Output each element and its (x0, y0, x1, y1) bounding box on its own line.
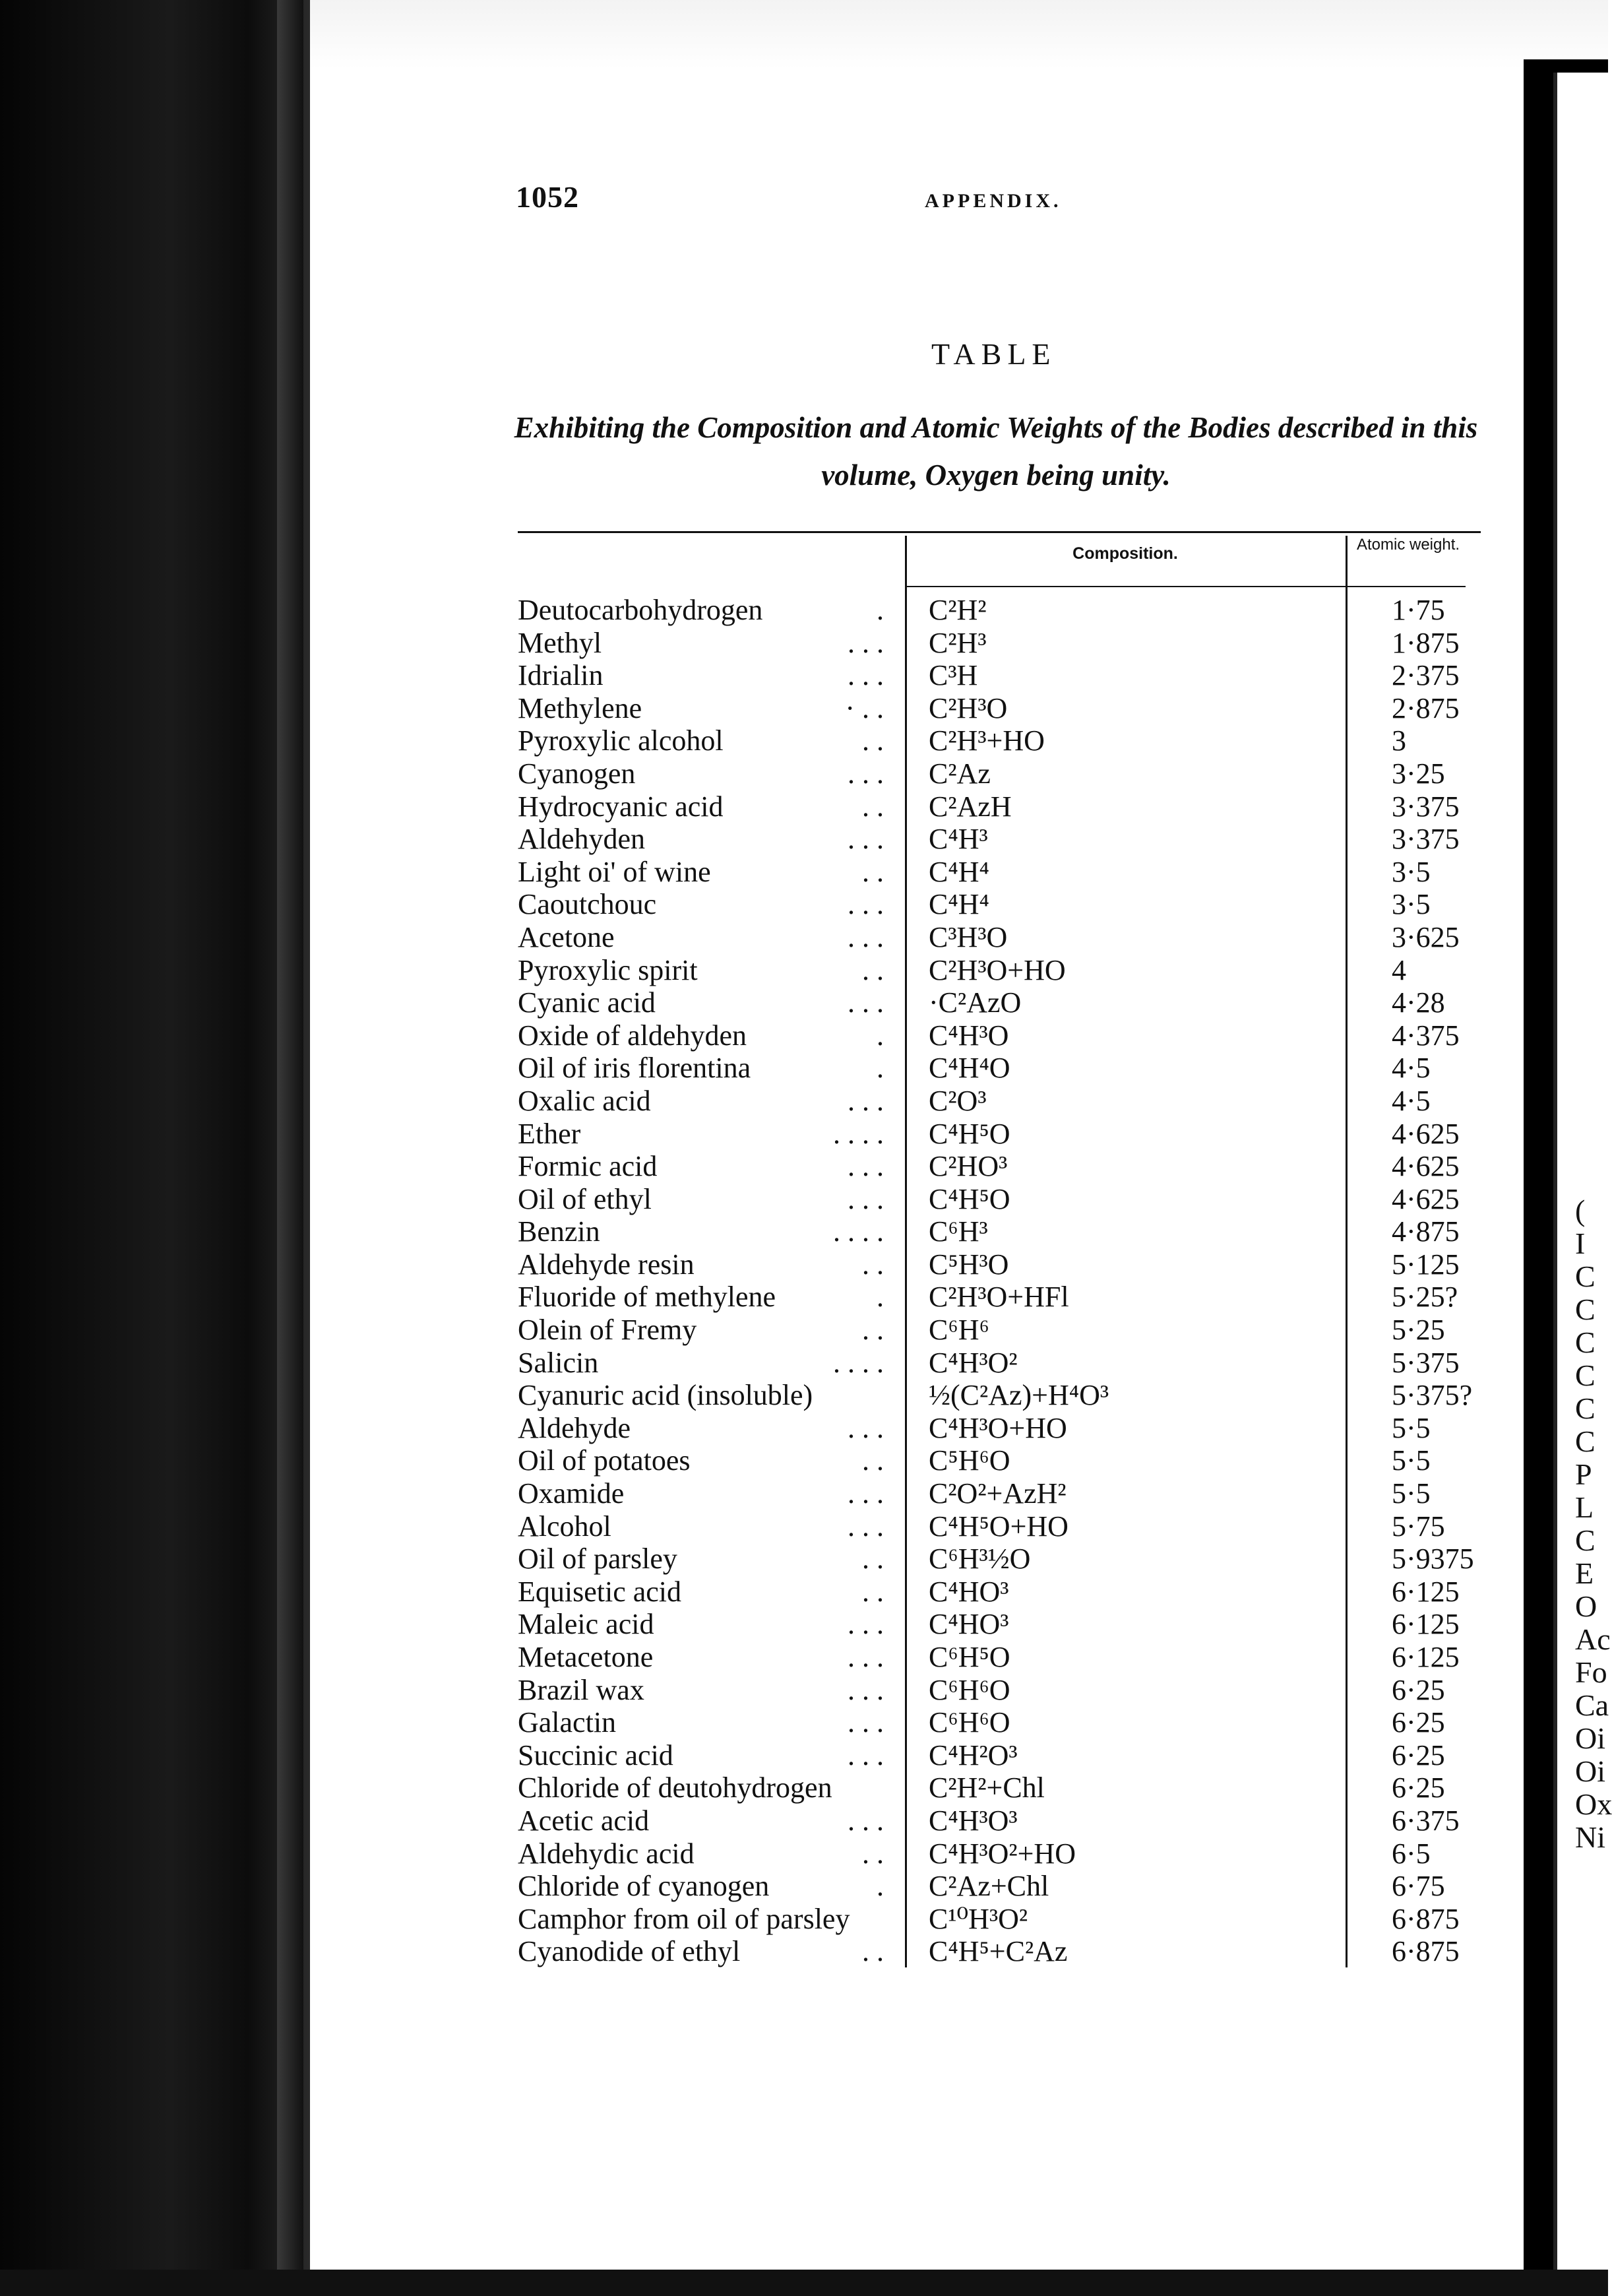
composition-formula: C⁶H⁶O (929, 1706, 1010, 1739)
composition-formula: C⁴H³O²+HO (929, 1837, 1076, 1870)
atomic-weight-value: 3·375 (1392, 823, 1460, 856)
leader-dots: . . (862, 1837, 884, 1870)
substance-name: Cyanogen (518, 757, 636, 790)
substance-name: Benzin (518, 1215, 600, 1248)
leader-dots: . (877, 1281, 884, 1314)
composition-formula: C²O³ (929, 1084, 987, 1117)
table-row (518, 1412, 1481, 1445)
header-underline (905, 586, 1466, 587)
substance-name: Oil of ethyl (518, 1182, 652, 1215)
table-row (518, 986, 1481, 1019)
leader-dots: . (877, 1052, 884, 1085)
next-page-edge (1553, 73, 1612, 2270)
edge-fragment: C (1575, 1391, 1596, 1425)
leader-dots: . . . (848, 1804, 884, 1837)
atomic-weight-value: 5·25 (1392, 1314, 1445, 1347)
table-row (518, 1576, 1481, 1609)
substance-name: Olein of Fremy (518, 1314, 697, 1347)
column-header-composition: Composition. (1072, 544, 1178, 563)
composition-formula: C⁴H⁴O (929, 1052, 1010, 1085)
edge-fragment: C (1575, 1325, 1596, 1359)
composition-formula: C²H³O (929, 691, 1008, 724)
table-row (518, 1347, 1481, 1380)
table-row (518, 856, 1481, 889)
leader-dots: . . . (848, 659, 884, 692)
composition-formula: C⁴H³O+HO (929, 1411, 1067, 1444)
table-row (518, 1543, 1481, 1576)
composition-formula: ·C²AzO (929, 986, 1022, 1019)
composition-formula: C⁴HO³ (929, 1608, 1009, 1641)
leader-dots: . . . (848, 1641, 884, 1673)
edge-fragment: C (1575, 1260, 1596, 1293)
table-row (518, 1379, 1481, 1412)
atomic-weight-value: 4 (1392, 953, 1406, 986)
composition-formula: C⁴H⁴ (929, 855, 989, 888)
composition-formula: C⁴H³O² (929, 1346, 1018, 1379)
substance-name: Succinic acid (518, 1738, 673, 1771)
substance-name: Equisetic acid (518, 1575, 682, 1608)
composition-formula: C⁶H⁶ (929, 1314, 989, 1347)
atomic-weight-value: 5·375 (1392, 1346, 1460, 1379)
edge-fragment: I (1575, 1227, 1586, 1260)
atomic-weight-value: 6·125 (1392, 1641, 1460, 1673)
atomic-weight-value: 5·75 (1392, 1510, 1445, 1543)
atomic-weight-value: 4·875 (1392, 1215, 1460, 1248)
edge-fragment: P (1575, 1457, 1592, 1491)
table-row (518, 1510, 1481, 1543)
table-row (518, 757, 1481, 790)
substance-name: Chloride of cyanogen (518, 1870, 770, 1903)
substance-name: Galactin (518, 1706, 617, 1739)
leader-dots: . . . (848, 1673, 884, 1706)
atomic-weight-value: 6·375 (1392, 1804, 1460, 1837)
leader-dots: . . . . (833, 1117, 884, 1150)
edge-fragment: C (1575, 1523, 1596, 1557)
composition-formula: C¹⁰H³O² (929, 1902, 1028, 1935)
substance-name: Acetone (518, 920, 615, 953)
leader-dots: . . . (848, 920, 884, 953)
table-top-rule (518, 531, 1481, 533)
atomic-weight-value: 6·125 (1392, 1575, 1460, 1608)
table-row (518, 1118, 1481, 1151)
leader-dots: . . . (848, 1738, 884, 1771)
edge-fragment: Ac (1575, 1622, 1611, 1656)
leader-dots: . . . (848, 626, 884, 659)
atomic-weight-value: 3·375 (1392, 790, 1460, 823)
substance-name: Acetic acid (518, 1804, 650, 1837)
composition-formula: C⁴H⁵O (929, 1182, 1010, 1215)
table-row (518, 790, 1481, 823)
edge-fragment: Ox (1575, 1787, 1612, 1821)
substance-name: Caoutchouc (518, 888, 657, 921)
table-row (518, 1019, 1481, 1052)
substance-name: Cyanic acid (518, 986, 656, 1019)
leader-dots: . . . (848, 1510, 884, 1543)
composition-formula: C⁴HO³ (929, 1575, 1009, 1608)
substance-name: Ether (518, 1117, 581, 1150)
composition-formula: C⁴H⁴ (929, 888, 989, 921)
atomic-weight-value: 6·25 (1392, 1706, 1445, 1739)
table-row (518, 1771, 1481, 1804)
substance-name: Pyroxylic alcohol (518, 724, 724, 757)
composition-formula: C⁵H³O (929, 1248, 1009, 1281)
book-spine-shadow (0, 0, 310, 2296)
edge-fragment: Ca (1575, 1688, 1609, 1722)
table-row (518, 1085, 1481, 1118)
atomic-weight-value: 5·5 (1392, 1411, 1431, 1444)
composition-formula: C²AzH (929, 790, 1012, 823)
composition-formula: C³H (929, 659, 978, 692)
leader-dots: . . (862, 1248, 884, 1281)
leader-dots: . . (862, 724, 884, 757)
edge-fragment: C (1575, 1358, 1596, 1392)
substance-name: Deutocarbohydrogen (518, 594, 763, 626)
table-row (518, 1706, 1481, 1739)
edge-fragment: C (1575, 1292, 1596, 1326)
substance-name: Fluoride of methylene (518, 1281, 776, 1314)
atomic-weight-value: 5·5 (1392, 1477, 1431, 1510)
composition-formula: C²H² (929, 594, 987, 626)
table-row (518, 1674, 1481, 1707)
leader-dots: . (877, 1019, 884, 1052)
atomic-weight-value: 4·625 (1392, 1117, 1460, 1150)
table-row (518, 1935, 1481, 1968)
atomic-weight-value: 2·375 (1392, 659, 1460, 692)
atomic-weight-value: 6·875 (1392, 1902, 1460, 1935)
atomic-weight-value: 6·25 (1392, 1738, 1445, 1771)
substance-name: Hydrocyanic acid (518, 790, 724, 823)
edge-fragment: Fo (1575, 1655, 1607, 1689)
substance-name: Maleic acid (518, 1608, 654, 1641)
composition-formula: C⁶H³½O (929, 1543, 1031, 1576)
leader-dots: . . . (848, 1411, 884, 1444)
composition-formula: C⁶H⁵O (929, 1641, 1010, 1673)
substance-name: Oil of potatoes (518, 1444, 691, 1477)
atomic-weight-value: 6·25 (1392, 1673, 1445, 1706)
composition-formula: C²Az+Chl (929, 1870, 1049, 1903)
leader-dots: . . (862, 1935, 884, 1968)
substance-name: Oxamide (518, 1477, 625, 1510)
table-title: TABLE (931, 337, 1057, 371)
atomic-weight-value: 3·625 (1392, 920, 1460, 953)
table-row (518, 1183, 1481, 1216)
leader-dots: . (877, 1870, 884, 1903)
atomic-weight-value: 5·25? (1392, 1281, 1458, 1314)
leader-dots: . . . (848, 1150, 884, 1183)
leader-dots: . . (862, 1543, 884, 1576)
substance-name: Cyanuric acid (insoluble) (518, 1379, 813, 1412)
table-row (518, 1903, 1481, 1936)
atomic-weight-value: 6·25 (1392, 1771, 1445, 1804)
table-row (518, 1641, 1481, 1674)
substance-name: Pyroxylic spirit (518, 953, 698, 986)
atomic-weight-value: 4·625 (1392, 1150, 1460, 1183)
atomic-weight-value: 5·9375 (1392, 1543, 1474, 1576)
table-row (518, 724, 1481, 757)
atomic-weight-value: 5·125 (1392, 1248, 1460, 1281)
edge-fragment: Oi (1575, 1721, 1605, 1755)
composition-formula: C⁴H²O³ (929, 1738, 1018, 1771)
composition-formula: ½(C²Az)+H⁴O³ (929, 1379, 1109, 1412)
substance-name: Oil of parsley (518, 1543, 677, 1576)
table-row (518, 1150, 1481, 1183)
atomic-weight-value: 4·28 (1392, 986, 1445, 1019)
edge-fragment: ( (1575, 1194, 1586, 1227)
composition-formula: C⁴H³O (929, 1019, 1009, 1052)
composition-formula: C⁴H⁵+C²Az (929, 1935, 1068, 1968)
table-row (518, 1739, 1481, 1772)
table-row (518, 1608, 1481, 1641)
atomic-weight-value: 6·75 (1392, 1870, 1445, 1903)
leader-dots: . . . (848, 1084, 884, 1117)
composition-formula: C²Az (929, 757, 991, 790)
leader-dots: . . . . (833, 1346, 884, 1379)
substance-name: Camphor from oil of parsley (518, 1902, 850, 1935)
edge-fragment: L (1575, 1490, 1594, 1524)
substance-name: Methyl (518, 626, 602, 659)
leader-dots: · . . (845, 691, 884, 724)
composition-formula: C⁵H⁶O (929, 1444, 1010, 1477)
leader-dots: . . (862, 855, 884, 888)
composition-formula: C⁴H³O³ (929, 1804, 1018, 1837)
leader-dots: . . . (848, 888, 884, 921)
composition-formula: C⁶H³ (929, 1215, 988, 1248)
substance-name: Idrialin (518, 659, 604, 692)
composition-formula: C⁴H³ (929, 823, 988, 856)
leader-dots: . . . (848, 823, 884, 856)
substance-name: Metacetone (518, 1641, 654, 1673)
running-head: APPENDIX. (925, 190, 1062, 212)
table-row (518, 1281, 1481, 1314)
composition-formula: C²O²+AzH² (929, 1477, 1067, 1510)
edge-fragment: C (1575, 1424, 1596, 1458)
substance-name: Oxide of aldehyden (518, 1019, 747, 1052)
leader-dots: . . . (848, 1706, 884, 1739)
table-row (518, 1804, 1481, 1837)
leader-dots: . . . (848, 1477, 884, 1510)
substance-name: Cyanodide of ethyl (518, 1935, 741, 1968)
edge-fragment: Ni (1575, 1820, 1605, 1854)
table-row (518, 594, 1481, 627)
table-row (518, 1870, 1481, 1903)
table-row (518, 1052, 1481, 1085)
atomic-weight-value: 3·25 (1392, 757, 1445, 790)
leader-dots: . . (862, 1314, 884, 1347)
leader-dots: . . (862, 1575, 884, 1608)
composition-formula: C²H³ (929, 626, 987, 659)
substance-name: Aldehyde (518, 1411, 631, 1444)
table-row (518, 1444, 1481, 1477)
substance-name: Aldehyden (518, 823, 646, 856)
book-gutter (277, 0, 303, 2296)
column-header-atomic-weight: Atomic weight. (1356, 536, 1460, 554)
substance-name: Salicin (518, 1346, 599, 1379)
table-row (518, 823, 1481, 856)
scan-bottom-edge (0, 2270, 1608, 2296)
composition-formula: C²H³O+HO (929, 953, 1066, 986)
composition-formula: C³H³O (929, 920, 1008, 953)
atomic-weight-value: 4·375 (1392, 1019, 1460, 1052)
substance-name: Brazil wax (518, 1673, 644, 1706)
substance-name: Alcohol (518, 1510, 611, 1543)
table-row (518, 1215, 1481, 1248)
page-number: 1052 (516, 180, 579, 214)
atomic-weight-value: 6·125 (1392, 1608, 1460, 1641)
leader-dots: . . . (848, 1182, 884, 1215)
edge-fragment: O (1575, 1589, 1597, 1623)
edge-fragment: Oi (1575, 1754, 1605, 1788)
atomic-weight-value: 4·5 (1392, 1052, 1431, 1085)
table-row (518, 1837, 1481, 1870)
table-row (518, 1248, 1481, 1281)
composition-formula: C²H³O+HFl (929, 1281, 1069, 1314)
table-row (518, 888, 1481, 921)
atomic-weight-value: 3·5 (1392, 888, 1431, 921)
composition-formula: C²HO³ (929, 1150, 1008, 1183)
atomic-weight-value: 5·5 (1392, 1444, 1431, 1477)
atomic-weight-value: 6·875 (1392, 1935, 1460, 1968)
substance-name: Chloride of deutohydrogen (518, 1771, 832, 1804)
composition-formula: C⁶H⁶O (929, 1673, 1010, 1706)
edge-fragment: E (1575, 1556, 1594, 1590)
composition-formula: C²H³+HO (929, 724, 1045, 757)
leader-dots: . . (862, 790, 884, 823)
composition-formula: C⁴H⁵O (929, 1117, 1010, 1150)
substance-name: Methylene (518, 691, 642, 724)
atomic-weight-value: 3 (1392, 724, 1406, 757)
table-body (518, 594, 1481, 1968)
leader-dots: . . (862, 953, 884, 986)
composition-formula: C⁴H⁵O+HO (929, 1510, 1069, 1543)
leader-dots: . . . (848, 986, 884, 1019)
substance-name: Oil of iris florentina (518, 1052, 751, 1085)
substance-name: Formic acid (518, 1150, 658, 1183)
table-row (518, 1477, 1481, 1510)
atomic-weight-value: 1·75 (1392, 594, 1445, 626)
substance-name: Aldehyde resin (518, 1248, 695, 1281)
atomic-weight-value: 4·5 (1392, 1084, 1431, 1117)
atomic-weight-value: 3·5 (1392, 855, 1431, 888)
table-row (518, 1314, 1481, 1347)
leader-dots: . . . (848, 1608, 884, 1641)
leader-dots: . . (862, 1444, 884, 1477)
table-row (518, 659, 1481, 692)
table-caption: Exhibiting the Composition and Atomic Weights of the Bodies described in this volume, Oxygen being unity. (514, 411, 1478, 492)
atomic-weight-value: 1·875 (1392, 626, 1460, 659)
table-row (518, 627, 1481, 660)
substance-name: Aldehydic acid (518, 1837, 695, 1870)
substance-name: Light oi' of wine (518, 855, 711, 888)
atomic-weight-value: 4·625 (1392, 1182, 1460, 1215)
table-row (518, 692, 1481, 725)
leader-dots: . . . . (833, 1215, 884, 1248)
atomic-weight-value: 6·5 (1392, 1837, 1431, 1870)
leader-dots: . . . (848, 757, 884, 790)
substance-name: Oxalic acid (518, 1084, 651, 1117)
composition-formula: C²H²+Chl (929, 1771, 1045, 1804)
table-row (518, 954, 1481, 987)
next-page-text-fragments (1575, 1194, 1612, 1854)
leader-dots: . (877, 594, 884, 626)
atomic-weight-value: 2·875 (1392, 691, 1460, 724)
atomic-weight-value: 5·375? (1392, 1379, 1473, 1412)
table-row (518, 921, 1481, 954)
